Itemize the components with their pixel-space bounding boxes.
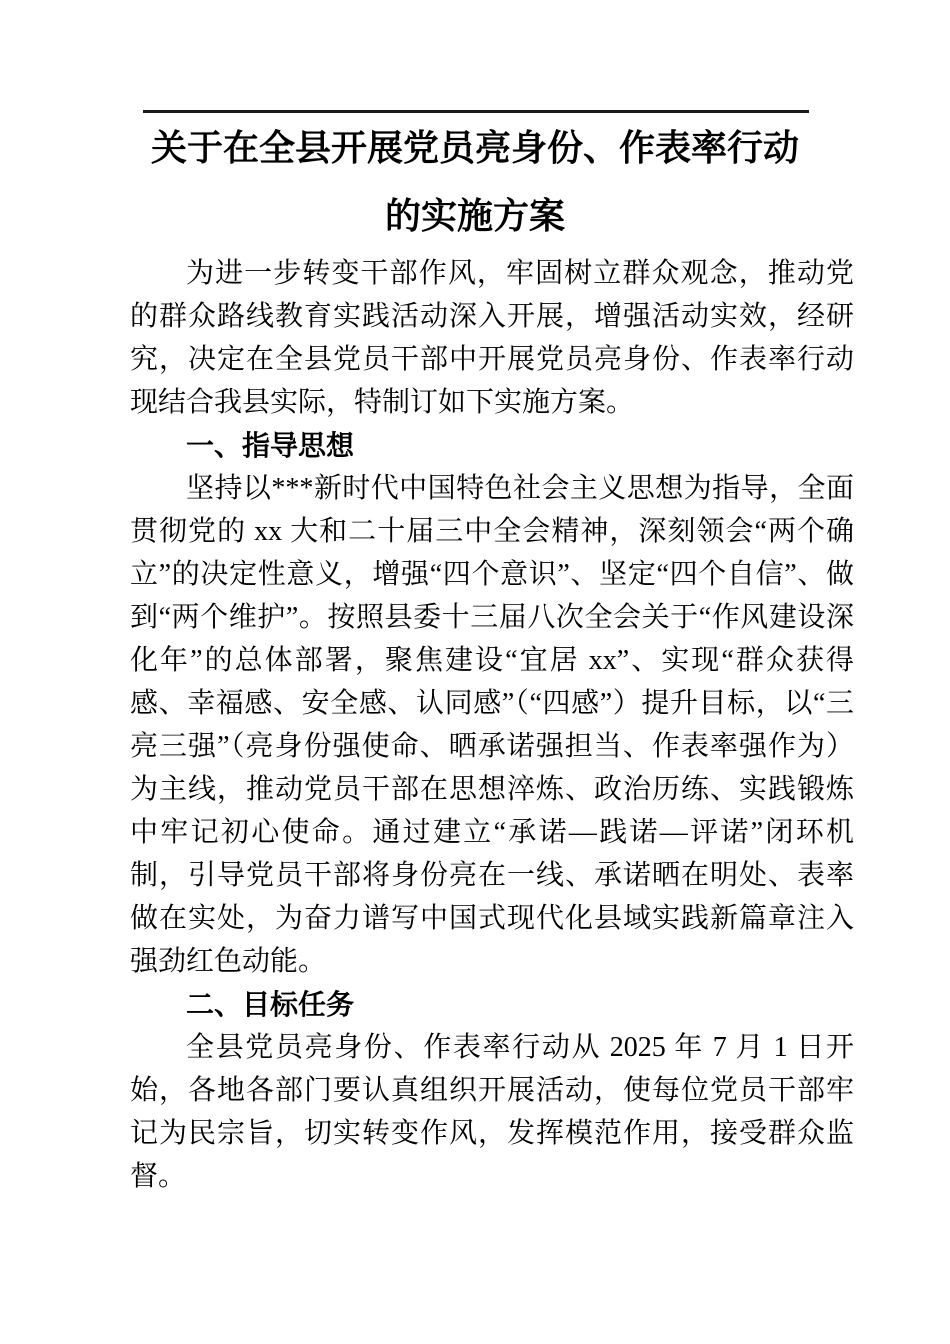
section-heading-target-tasks: 二、目标任务: [186, 989, 355, 1020]
section-heading-guiding-ideology: 一、指导思想: [186, 430, 355, 461]
document-body: [130, 252, 854, 1198]
document-title: 关于在全县开展党员亮身份、作表率行动的实施方案: [150, 128, 799, 236]
paragraph-intro: 为进一步转变干部作风，牢固树立群众观念，推动党的群众路线教育实践活动深入开展，增强活动实效，经研究，决定在全县党员干部中开展党员亮身份、作表率行动现结合我县实际，特制订如下实施方案。: [130, 258, 854, 418]
paragraph-target-tasks: 全县党员亮身份、作表率行动从 2025 年 7 月 1 日开始，各地各部门要认真组织开展活动，使每位党员干部牢记为民宗旨，切实转变作风，发挥模范作用，接受群众监督。: [130, 1032, 854, 1192]
header-divider-line: [143, 110, 809, 113]
paragraph-guiding-ideology: 坚持以***新时代中国特色社会主义思想为指导，全面贯彻党的 xx 大和二十届三中全会精神，深刻领会“两个确立”的决定性意义，增强“四个意识”、坚定“四个自信”、做到“两个维护”。按照县委十三届八次全会关于“作风建设深化年”的总体部署，聚焦建设“宜居 xx”、实现“群众获得感、幸福感、安全感、认同感”（“四感”）提升目标，以“三亮三强”（亮身份强使命、晒承诺强担当、作表率强作为）为主线，推动党员干部在思想淬炼、政治历练、实践锻炼中牢记初心使命。通过建立“承诺—践诺—评诺”闭环机制，引导党员干部将身份亮在一线、承诺晒在明处、表率做在实处，为奋力谱写中国式现代化县域实践新篇章注入强劲红色动能。: [130, 473, 854, 977]
